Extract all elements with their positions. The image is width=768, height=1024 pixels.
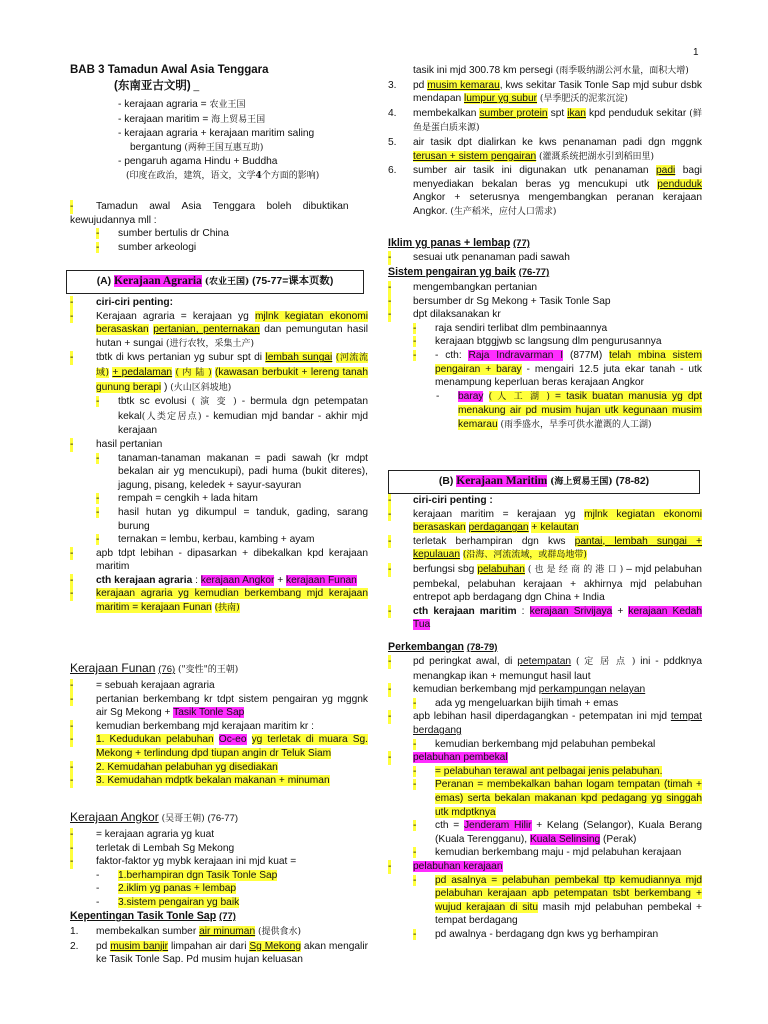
chapter-heading <box>70 64 368 78</box>
tonle-heading: Kepentingan Tasik Tonle Sap (77) <box>70 910 236 922</box>
section-a-header: (A) Kerajaan Agraria (农业王国) (75-77=课本页数) <box>66 270 364 294</box>
section-a-name: Kerajaan Agraria <box>114 275 202 287</box>
tonle-notes-right: tasik ini mjd 300.78 km persegi (雨季吸纳湖公河水量，面积大增) 3. pd musim kemarau, kws sekitar Tasik Tonle Sap mjd subur dsbk mendapan lumpur yg subur (旱季肥沃的泥浆沉淀) 4. membekalkan sumber protein spt ikan kpd penduduk sekitar (鲜鱼是蛋白质来源) 5. air tasik dpt dialirkan ke kws penanaman padi dgn mggnk terusan + sistem pengairan (灌溉系统把湖水引到稻田里) 6. sumber air tasik ini digunakan utk penanaman padi bagi menyediakan bekalan beras yg mencukupi utk penduduk Angkor + seterusnya mengembangkan peranan kerajaan Angkor. (生产稻米，应付人口需求) <box>388 65 703 217</box>
pengairan-notes: - mengembangkan pertanian - bersumber dr Sg Mekong + Tasik Tonle Sap - dpt dilaksanakan kr - raja sendiri terlibat dlm pembinaannya - kerajaan btggjwb sc langsung dlm pengurusannya - - cth: Raja Indravarman I (877M) telah mbina sistem pengairan + baray - mengairi 12.5 juta ekar tanah - utk menampung keperluan beras kerajaan Angkor - baray ( 人 工 湖 ) = tasik buatan manusia yg dpt menakung air pd musim hujan utk kegunaan musim kemarau (雨季盛水，旱季可供水灌溉的人工湖) <box>388 282 703 430</box>
funan-title: Kerajaan Funan <box>70 661 156 675</box>
chapter-subtitle: (东南亚古文明) _ <box>114 80 200 92</box>
angkor-title: Kerajaan Angkor <box>70 810 159 824</box>
intro-item: sumber bertulis dr China <box>118 228 229 240</box>
funan-heading: Kerajaan Funan (76) ("变性"的王朝) <box>70 661 239 675</box>
iklim-notes: - sesuai utk penanaman padi sawah <box>388 252 570 263</box>
perkembangan-notes: - pd peringkat awal, di petempatan ( 定 居 点 ) ini - pddknya menangkap ikan + memungut hasil laut - kemudian berkembang mjd perkampungan nelayan - ada yg mengeluarkan bijih timah + emas - apb lebihan hasil diperdagangkan - petempatan ini mjd tempat berdagang - kemudian berkembang mjd pelabuhan pembekal - pelabuhan pembekal - = pelabuhan terawal ant pelbagai jenis pelabuhan. - Peranan = membekalkan bahan logam tempatan (timah + emas) serta bekalan makanan kpd pedagang yg singgah utk mdptknya - cth = Jenderam Hilir + Kelang (Selangor), Kuala Berang (Kuala Terengganu), Kuala Selinsing (Perak) - kemudian berkembang maju - mjd pelabuhan kerajaan - pelabuhan kerajaan - pd asalnya = pelabuhan pembekal ttp kemudiannya mjd pelabuhan kerajaan apb petempatan tsbt berkembang + wujud kerajaan di situ masih mjd pelabuhan pembekal + tempat berdagang - pd awalnya - berdagang dgn kws yg berhampiran <box>388 656 702 940</box>
iklim-heading: Iklim yg panas + lembap (77) <box>388 237 530 249</box>
funan-notes: - = sebuah kerajaan agraria - pertanian berkembang kr tdpt sistem pengairan yg mggnk air Sg Mekong + Tasik Tonle Sap - kemudian berkembang mjd kerajaan maritim kr : - 1. Kedudukan pelabuhan Oc-eo yg terletak di muara Sg. Mekong + terlindung dpd tiupan angin dr Teluk Siam - 2. Kemudahan pelabuhan yg disediakan - 3. Kemudahan mdptk bekalan makanan + minuman <box>70 680 368 787</box>
agraria-notes: - ciri-ciri penting: - Kerajaan agraria = kerajaan yg mjlnk kegiatan ekonomi berasaskan pertanian, penternakan dan pemungutan hasil hutan + sungai (进行农牧，采集土产) - tbtk di kws pertanian yg subur spt di lembah sungai (河流流域) + pedalaman ( 内 陆 ) (kawasan berbukit + lereng tanah gunung berapi ) (火山区斜坡地) - tbtk sc evolusi ( 演 变 ) - bermula dgn petempatan kekal(人类定居点) - kemudian mjd bandar - akhir mjd kerajaan - hasil pertanian - tanaman-tanaman makanan = padi sawah (kr mdpt bekalan air yg mencukupi), padi huma (bukit diteres), jagung, pisang, keledek + sayur-sayuran - rempah = cengkih + lada hitam - hasil hutan yg dikumpul = tanduk, gading, sarang burung - ternakan = lembu, kerbau, kambing + ayam - apb tdpt lebihan - dipasarkan + dibekalkan kpd kerajaan maritim - cth kerajaan agraria : kerajaan Angkor + kerajaan Funan - kerajaan agraria yg kemudian berkembang mjd kerajaan maritim = kerajaan Funan (扶南) <box>70 297 369 614</box>
angkor-notes: - = kerajaan agraria yg kuat - terletak di Lembah Sg Mekong - faktor-faktor yg mybk kerajaan ini mjd kuat = - 1.berhampiran dgn Tasik Tonle Sap - 2.iklim yg panas + lembap - 3.sistem pengairan yg baik <box>70 829 297 908</box>
maritim-notes: - ciri-ciri penting : - kerajaan maritim = kerajaan yg mjlnk kegiatan ekonomi berasaskan perdagangan + kelautan - terletak berhampiran dgn kws pantai, lembah sungai + kepulauan (沿海、河流流域，或群岛地带) - berfungsi sbg pelabuhan ( 也 是 经 商 的 港 口 ) – mjd pelabuhan pembekal, pelabuhan kerajaan + akhirnya mjd pelabuhan entrepot apb berdagang dgn China + India - cth kerajaan maritim : kerajaan Srivijaya + kerajaan Kedah Tua <box>388 495 703 631</box>
tonle-title: Kepentingan Tasik Tonle Sap <box>70 910 217 922</box>
chapter-title: BAB 3 Tamadun Awal Asia Tenggara <box>70 64 269 76</box>
angkor-heading: Kerajaan Angkor (吴哥王朝) (76-77) <box>70 810 239 824</box>
tonle-notes-left: 1. membekalkan sumber air minuman (提供食水) 2. pd musim banjir limpahan air dari Sg Mekong akan mengalir ke Tasik Tonle Sap. Pd musim hujan keluasan <box>70 926 368 966</box>
perkembangan-heading: Perkembangan (78-79) <box>388 641 498 653</box>
section-b-header: (B) Kerajaan Maritim (海上贸易王国) (78-82) <box>388 470 700 494</box>
chapter-items: - kerajaan agraria = 农业王国 - kerajaan maritim = 海上贸易王国 - kerajaan agraria + kerajaan maritim saling bergantung (两种王国互惠互助) - pengaruh agama Hindu + Buddha (印度在政治，建筑，语文，文学4个方面的影响) <box>118 99 320 181</box>
intro-item: sumber arkeologi <box>118 241 197 253</box>
section-b-name: Kerajaan Maritim <box>456 475 548 487</box>
pengairan-heading: Sistem pengairan yg baik (76-77) <box>388 266 550 278</box>
page-number: 1 <box>693 47 699 58</box>
intro-paragraph: - Tamadun awal Asia Tenggara boleh dibuktikan kewujudannya mll : - sumber bertulis dr China - sumber arkeologi <box>70 200 368 254</box>
